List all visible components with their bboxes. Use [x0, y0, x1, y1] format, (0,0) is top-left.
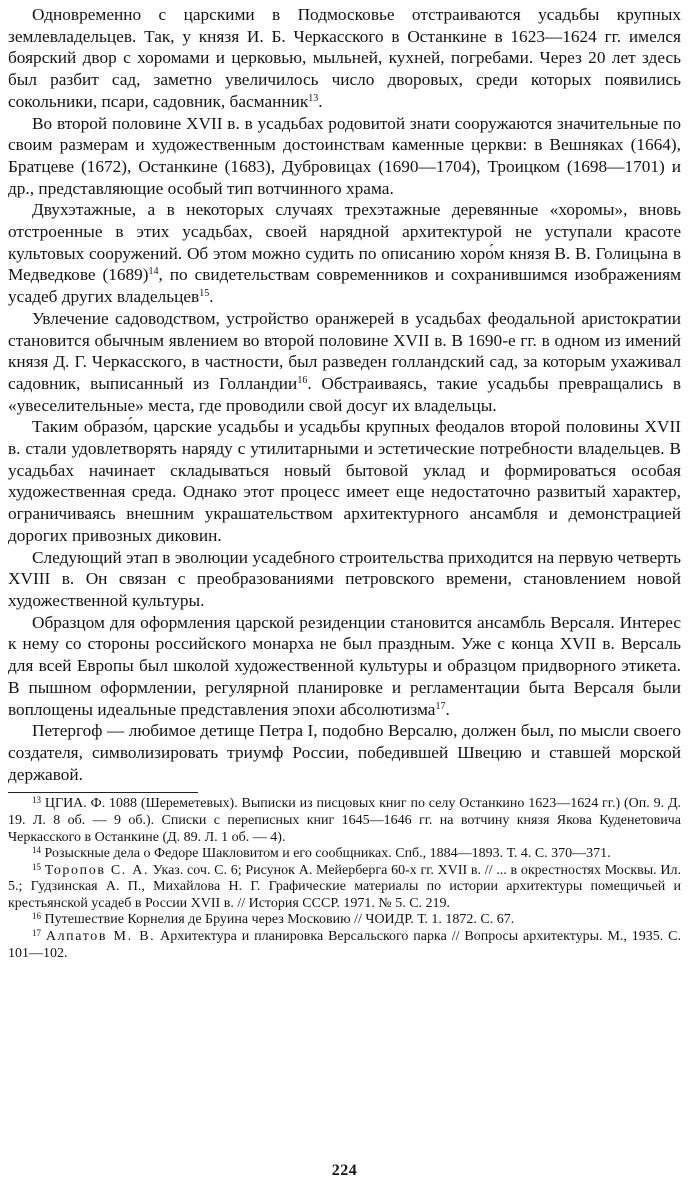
paragraph: Увлечение садоводством, устройство оранжерей в усадьбах феодальной аристократии становится обычным явлением во второй половине XVII в. В 1690-е гг. в одном из имений князя Д. Г. Черкасского, в частности, был разведен голландский сад, за которым ухаживал садовник, выписанный из Голландии$^{16}$. Обстраиваясь, такие усадьбы превращались в «увеселительные» места, где проводили свой досуг их владельцы. [8, 308, 682, 415]
footnote: $^{17}$ Алпатов М. В. Архитектура и планировка Версальского парка // Вопросы архитектуры. М., 1935. С. 101—102. [8, 928, 682, 961]
footnote-ref[interactable]: 13 [308, 92, 319, 104]
footnote: $^{16}$ Путешествие Корнелия де Бруина через Московию // ЧОИДР. Т. 1. 1872. С. 67. [32, 911, 515, 928]
page-number: 224 [331, 1162, 358, 1179]
paragraph: Петергоф — любимое детище Петра I, подобно Версалю, должен был, по мысли своего создателя, символизировать триумф России, победившей Швецию и ставшей морской державой. [8, 721, 681, 784]
footnote-ref[interactable]: 17 [435, 700, 446, 712]
paragraph: Следующий этап в эволюции усадебного строительства приходится на первую четверть XVIII в. Он связан с преобразованиями петровского времени, становлением новой художественной культуры. [8, 547, 681, 610]
footnote: $^{13}$ ЦГИА. Ф. 1088 (Шереметевых). Выписки из писцовых книг по селу Останкино 1623—1624 гг.) (Оп. 9. Д. 19. Л. 8 об. — 9 об.). Списки с переписных книг 1645—1646 гг. на вотчину князя Якова Куденетовича Черкасского в Останкине (Д. 89. Л. 1 об. — 4). [8, 795, 682, 845]
footnote-ref[interactable]: 15 [199, 288, 210, 300]
footnote-ref[interactable]: 16 [297, 374, 308, 386]
paragraph: Одновременно с царскими в Подмосковье отстраиваются усадьбы крупных землевладельцев. Так, у князя И. Б. Черкасского в Останкине в 1623—1624 гг. имелся боярский двор с хоромами и церковью, мыльней, кухней, погребами. Через 20 лет здесь был разбит сад, заметно увеличилось число дворовых, среди которых появились сокольники, псари, садовник, басманник$^{13}$. [8, 5, 681, 111]
main-text [8, 4, 681, 785]
paragraph: Двухэтажные, а в некоторых случаях трехэтажные деревянные «хоромы», вновь отстроенные в этих усадьбах, своей нарядной архитектурой не уступали красоте культовых сооружений. Об этом можно судить по описанию хоро́м князя В. В. Голицына в Медведкове $(1689)^{14}$, по свидетельствам современников и сохранившимся изображениям усадеб других владельцев$^{15}$. [8, 200, 682, 307]
footnote: $^{14}$ Розыскные дела о Федоре Шакловитом и его сообщниках. Спб., 1884—1893. Т. 4. С. 370—371. [32, 845, 611, 862]
paragraph: Во второй половине XVII в. в усадьбах родовитой знати сооружаются значительные по своим размерам и художественным достоинствам каменные церкви: в Вешняках (1664), Братцеве (1672), Останкине (1683), Дубровицах (1690—1704), Троицком (1698—1701) и др., представляющие особый тип вотчинного храма. [8, 113, 681, 198]
footnote-ref[interactable]: 14 [148, 266, 159, 278]
paragraph: Таким образо́м, царские усадьбы и усадьбы крупных феодалов второй половины XVII в. стали удовлетворять наряду с утилитарными и эстетические потребности владельцев. В усадьбах начинает складываться новый бытовой уклад и формироваться особая художественная среда. Однако этот процесс имеет еще недостаточно развитый характер, ограничиваясь внешним украшательством архитектурного ансамбля и демонстрацией дорогих привозных диковин. [8, 417, 681, 545]
footnote: $^{15}$ Торопов С. А. Указ. соч. С. 6; Рисунок А. Мейерберга 60-х гг. XVII в. // ... в окрестностях Москвы. Ил. 5.; Гудзинская А. П., Михайлова Н. Г. Графические материалы по истории архитектуры помещичьей и крестьянской усадеб в России XVII в. // История СССР. 1971. № 5. С. 219. [8, 861, 681, 911]
paragraph: Образцом для оформления царской резиденции становится ансамбль Версаля. Интерес к нему со стороны российского монарха не был праздным. Уже с конца XVII в. Версаль для всей Европы был школой художественной культуры и образцом придворного этикета. В пышном оформлении, регулярной планировке и регламентации быта Версаля были воплощены идеальные представления эпохи абсолютизма$^{17}$. [8, 612, 681, 719]
footnote-divider [8, 792, 198, 793]
footnotes [8, 796, 681, 962]
